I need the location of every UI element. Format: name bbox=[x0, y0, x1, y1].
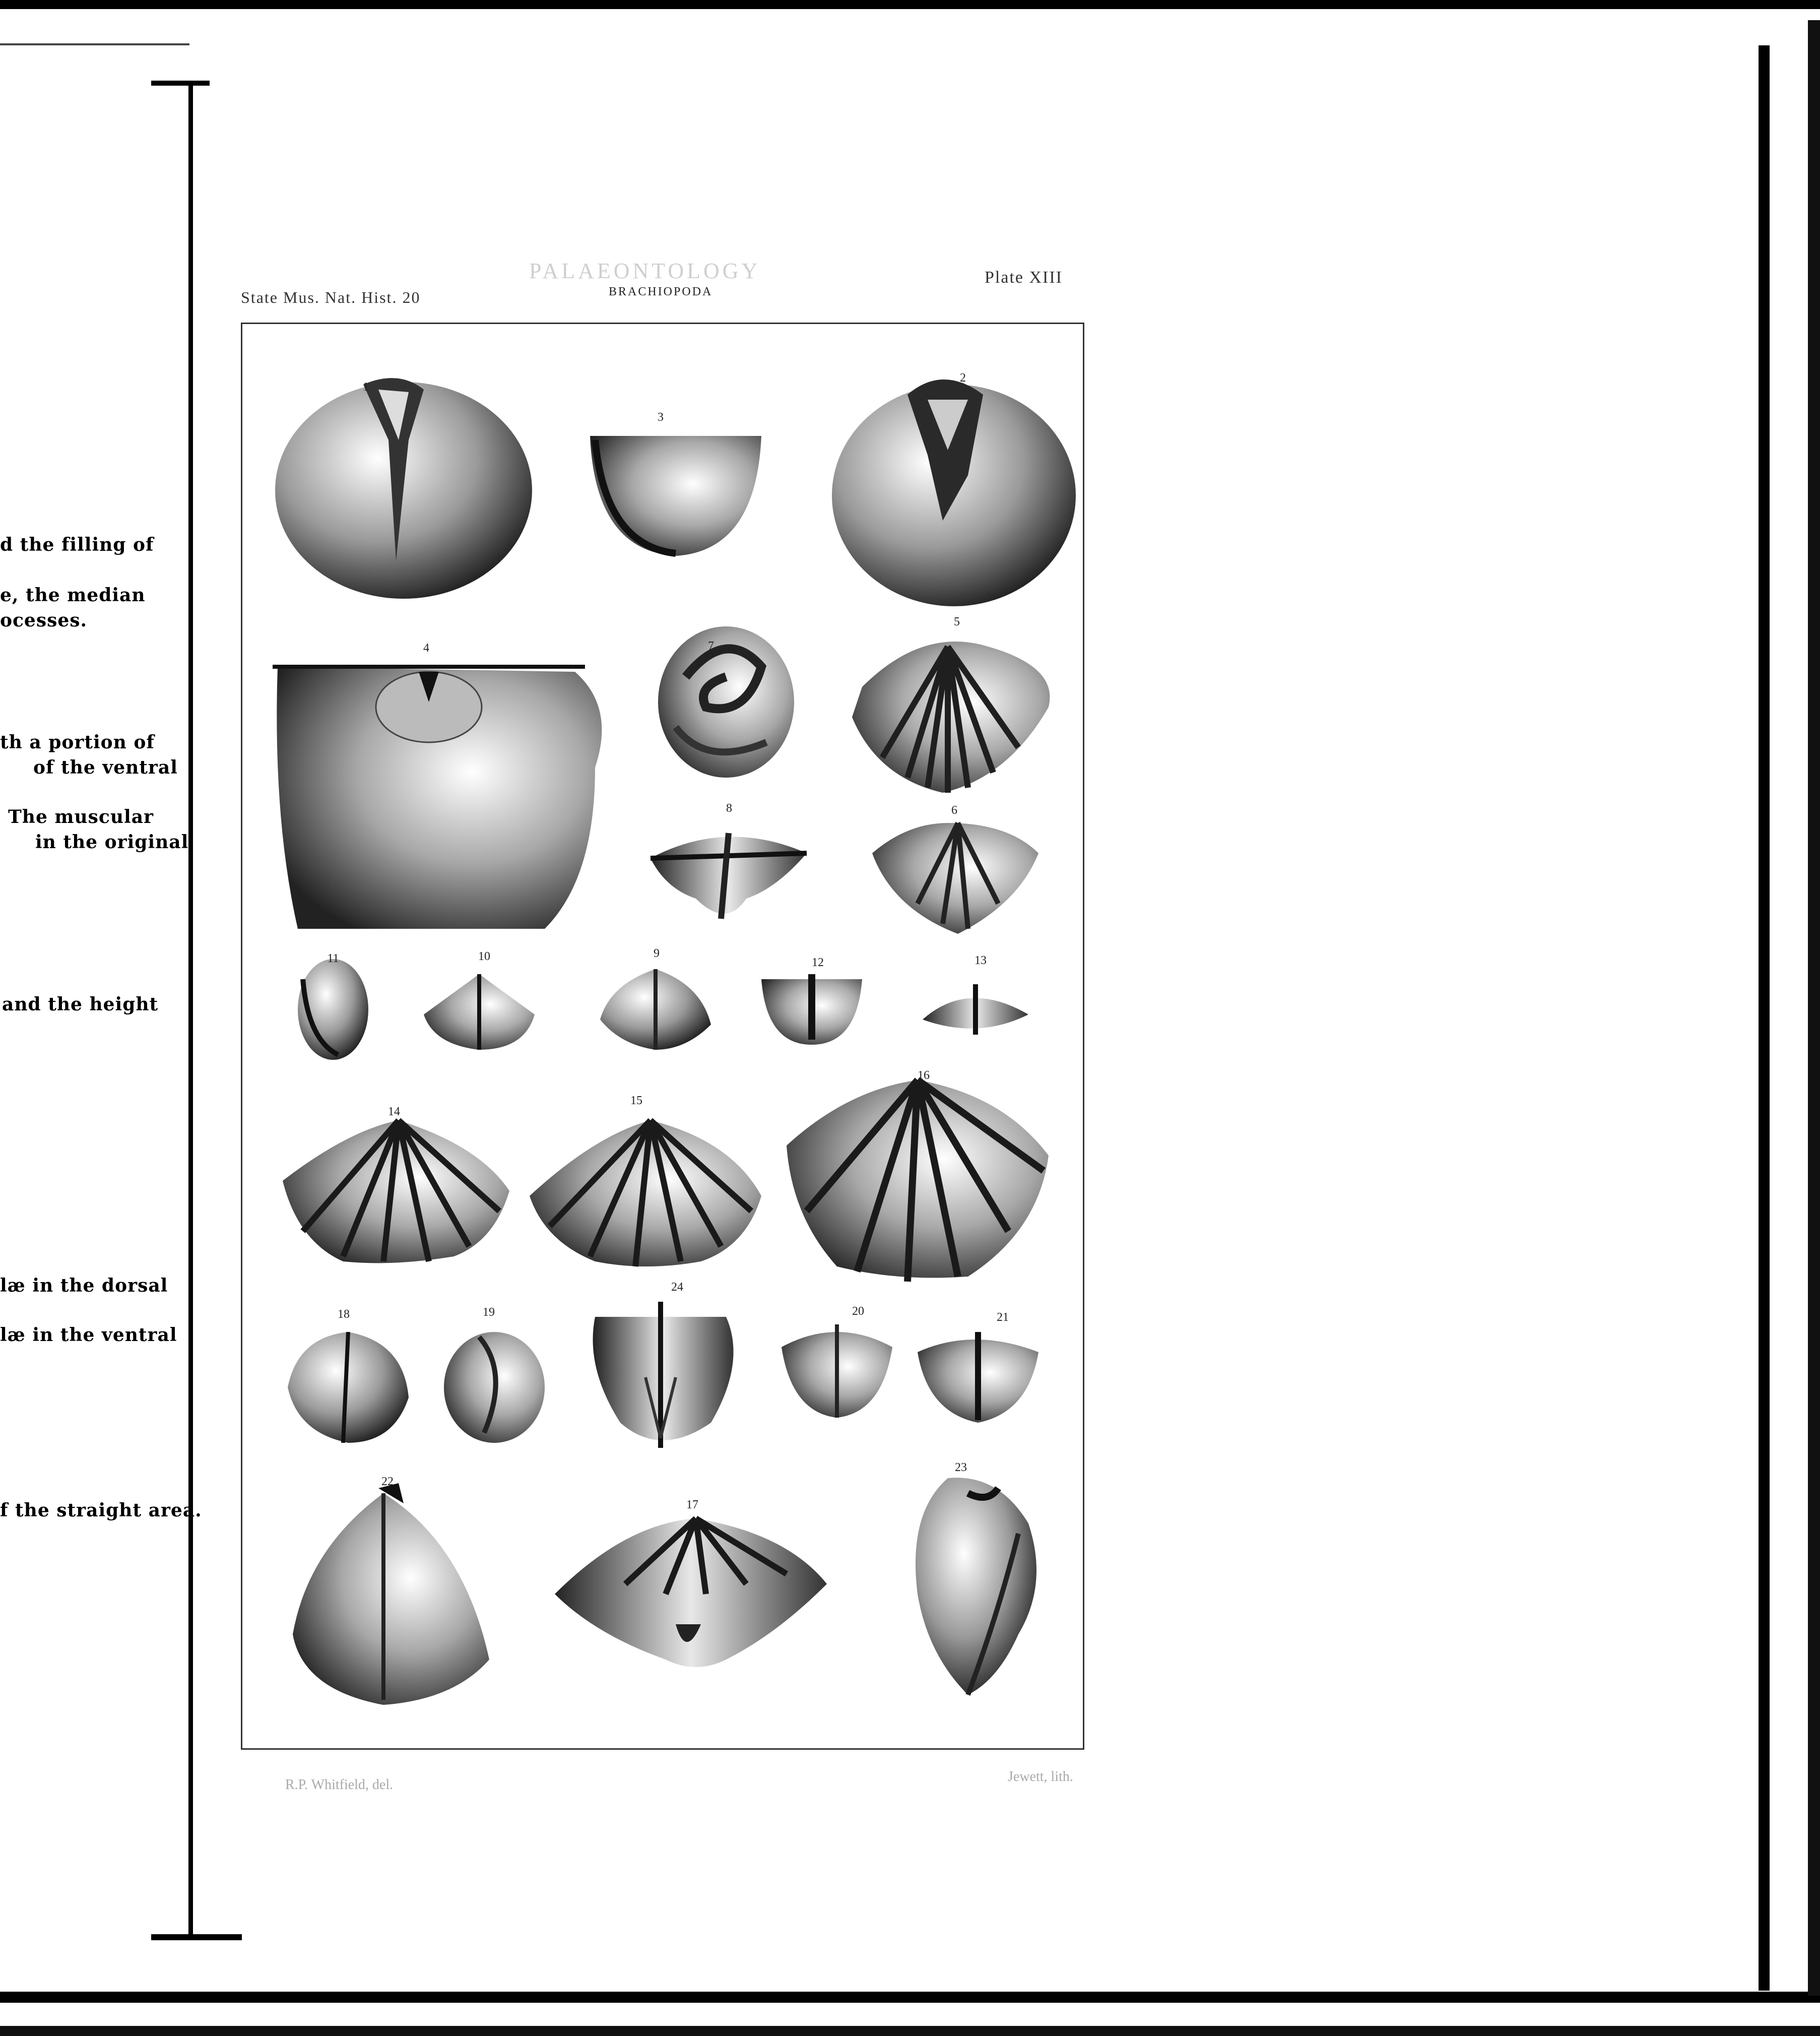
figure-number-20: 20 bbox=[852, 1305, 864, 1318]
figure-5 bbox=[852, 642, 1050, 793]
plate-header-right: Plate XIII bbox=[985, 268, 1063, 287]
figure-number-11: 11 bbox=[327, 952, 339, 965]
figure-21 bbox=[918, 1332, 1038, 1423]
left-text-line-6: The muscular bbox=[8, 806, 154, 828]
figure-number-4: 4 bbox=[423, 642, 429, 655]
credit-draftsman: R.P. Whitfield, del. bbox=[285, 1777, 394, 1793]
figure-number-14: 14 bbox=[388, 1105, 400, 1118]
figure-9 bbox=[600, 969, 711, 1050]
figure-number-12: 12 bbox=[812, 956, 824, 969]
figure-number-10: 10 bbox=[478, 950, 490, 963]
figure-15 bbox=[530, 1120, 761, 1266]
figure-number-3: 3 bbox=[658, 411, 664, 424]
figure-16 bbox=[787, 1080, 1049, 1282]
figure-18 bbox=[288, 1332, 409, 1443]
figure-number-17: 17 bbox=[686, 1498, 698, 1511]
figure-6 bbox=[872, 823, 1038, 934]
left-text-line-11: f the straight area. bbox=[0, 1500, 202, 1521]
left-text-line-8: and the height bbox=[2, 994, 159, 1015]
left-text-line-4: th a portion of bbox=[0, 732, 155, 753]
left-text-line-3: ocesses. bbox=[0, 610, 88, 631]
figure-2 bbox=[832, 379, 1076, 606]
gutter-top-tick bbox=[151, 81, 210, 86]
figure-12 bbox=[761, 974, 862, 1045]
left-text-line-7: in the original bbox=[35, 832, 189, 853]
figure-7 bbox=[658, 626, 794, 778]
plate-figures bbox=[242, 324, 1083, 1748]
plate-header-subtitle: BRACHIOPODA bbox=[609, 285, 713, 298]
left-page-top-edge bbox=[0, 43, 189, 45]
figure-22 bbox=[293, 1483, 489, 1705]
gutter-bottom-tick bbox=[151, 1934, 242, 1940]
figure-number-21: 21 bbox=[997, 1311, 1009, 1324]
figure-number-9: 9 bbox=[654, 947, 660, 960]
figure-number-8: 8 bbox=[726, 802, 732, 815]
left-text-line-1: d the filling of bbox=[0, 534, 154, 555]
figure-number-18: 18 bbox=[338, 1308, 350, 1321]
figure-number-16: 16 bbox=[918, 1069, 930, 1082]
figure-14 bbox=[283, 1120, 509, 1263]
figure-11 bbox=[298, 959, 368, 1060]
left-text-line-10: læ in the ventral bbox=[0, 1324, 177, 1346]
figure-number-7: 7 bbox=[708, 640, 714, 653]
figure-number-13: 13 bbox=[974, 954, 987, 967]
right-border bbox=[1759, 45, 1770, 1991]
left-text-line-5: of the ventral bbox=[33, 757, 178, 778]
left-text-line-2: e, the median bbox=[0, 585, 146, 606]
plate-header-title: PALAEONTOLOGY bbox=[529, 259, 761, 283]
figure-24 bbox=[593, 1302, 734, 1448]
figure-number-15: 15 bbox=[630, 1094, 642, 1107]
credit-lithographer: Jewett, lith. bbox=[1008, 1769, 1073, 1785]
figure-number-1: 1 bbox=[363, 380, 369, 394]
figure-number-24: 24 bbox=[671, 1281, 683, 1294]
figure-8 bbox=[651, 833, 807, 919]
plate-frame bbox=[241, 323, 1084, 1750]
figure-number-22: 22 bbox=[381, 1475, 394, 1488]
figure-number-2: 2 bbox=[960, 371, 966, 385]
figure-4 bbox=[273, 665, 602, 929]
figure-23 bbox=[916, 1478, 1036, 1695]
bottom-border bbox=[0, 1992, 1820, 2003]
figure-13 bbox=[923, 984, 1028, 1035]
figure-number-19: 19 bbox=[483, 1306, 495, 1319]
figure-number-23: 23 bbox=[955, 1461, 967, 1474]
figure-3 bbox=[590, 436, 761, 556]
figure-17 bbox=[555, 1518, 827, 1667]
figure-1 bbox=[275, 378, 532, 599]
figure-number-6: 6 bbox=[951, 804, 957, 817]
top-border bbox=[0, 0, 1820, 9]
figure-20 bbox=[782, 1324, 892, 1418]
figure-19 bbox=[444, 1332, 545, 1443]
figure-number-5: 5 bbox=[954, 615, 960, 628]
figure-10 bbox=[424, 974, 535, 1050]
bottom-edge bbox=[0, 2026, 1820, 2036]
left-text-line-9: læ in the dorsal bbox=[0, 1275, 168, 1296]
gutter-line bbox=[188, 81, 193, 1935]
plate-header-left: State Mus. Nat. Hist. 20 bbox=[241, 288, 421, 306]
right-edge bbox=[1808, 20, 1820, 1996]
